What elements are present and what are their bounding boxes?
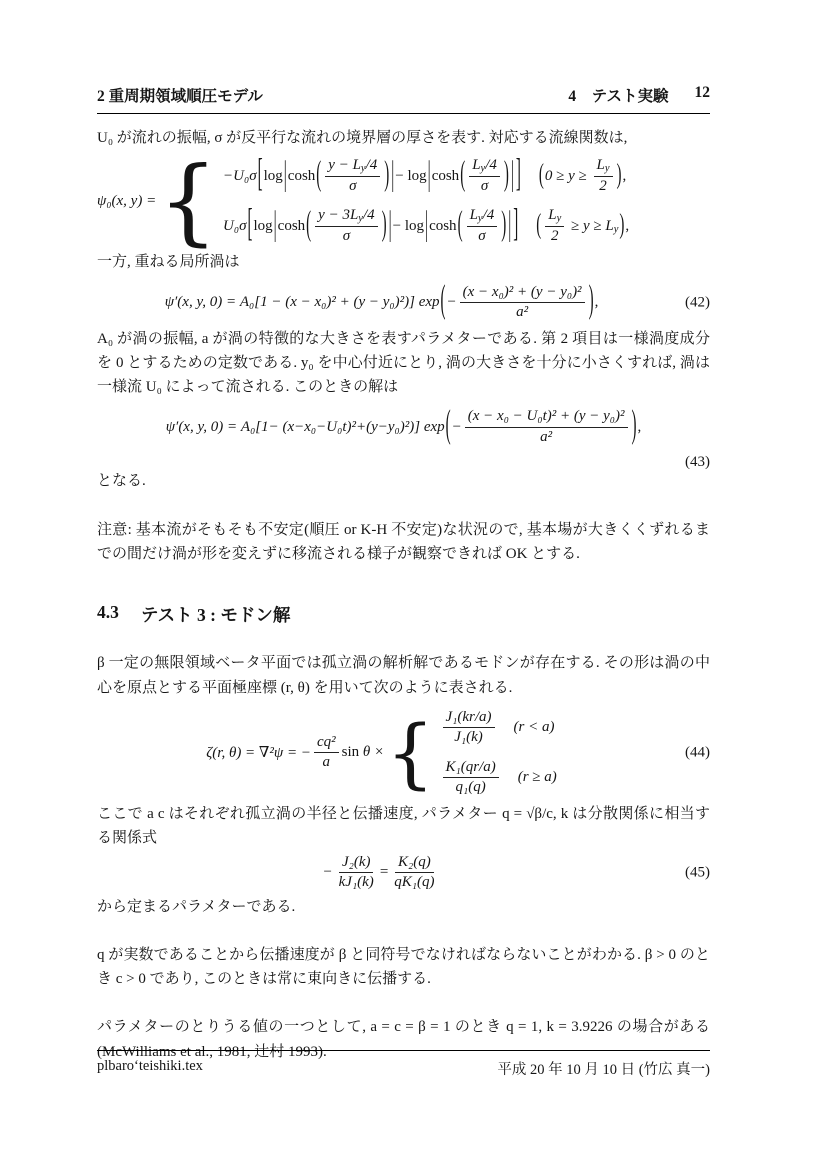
math-term: L xyxy=(469,207,478,224)
section-heading xyxy=(97,602,710,627)
fraction-numerator xyxy=(594,156,613,177)
running-header xyxy=(97,84,710,114)
left-paren: ( xyxy=(536,210,542,241)
minus-sign: − xyxy=(322,864,333,881)
L-sub-y xyxy=(597,156,610,176)
L-sub-y xyxy=(470,206,483,226)
paragraph-vortex-params: A₀ が渦の振幅, a が渦の特徴的な大きさを表すパラメターである. 第 2 項目は一様渦度成分を 0 とするための定数である. y₀ を中心付近にとり, 渦の大きさを十分に小さくすれば, 渦は一様流 U₀ によって流される. このときの解は xyxy=(97,330,710,396)
fraction-denominator: q₁(q) xyxy=(455,779,486,796)
fraction-numerator: K₂(q) xyxy=(395,853,434,874)
cosh-function: cosh xyxy=(431,167,460,184)
abs-bar: | xyxy=(427,156,431,194)
abs-bar: | xyxy=(391,156,395,194)
equals-sign: = xyxy=(379,864,389,881)
right-paren: ) xyxy=(616,160,622,191)
paragraph-reference: パラメターのとりうる値の一つとして, a = c = β = 1 のとき q = 1, k = 3.9226 の場合がある (McWilliams et al., 1981, 辻村 1993). xyxy=(97,1019,710,1060)
abs-bar: | xyxy=(508,206,512,244)
fraction-numerator xyxy=(315,206,377,227)
right-paren: ) xyxy=(619,210,625,241)
comma: , xyxy=(637,418,642,435)
sin-function: sin xyxy=(341,744,360,761)
fraction xyxy=(594,156,613,196)
header-left-title: 2 重周期領域順圧モデル xyxy=(97,88,263,105)
cases-brace: { xyxy=(158,146,219,256)
subscript: y xyxy=(480,163,486,175)
abs-bar: | xyxy=(425,206,429,244)
fraction-numerator: (x − x₀ − U₀t)² + (y − y₀)² xyxy=(465,407,628,428)
math-term: L xyxy=(596,157,605,174)
equation-42 xyxy=(97,280,710,323)
log-function: log xyxy=(253,217,273,234)
psi0-case-1 xyxy=(223,156,629,196)
footer-date-author: 平成 20 年 10 月 10 日 (竹広 真一) xyxy=(497,1062,710,1078)
right-paren: ) xyxy=(501,206,507,244)
right-bracket: ] xyxy=(515,154,521,196)
fraction-numerator xyxy=(545,206,564,227)
left-paren: ( xyxy=(457,206,463,244)
math-term: ≥ y ≥ xyxy=(567,217,606,234)
condition: (r < a) xyxy=(513,719,555,736)
fraction xyxy=(391,853,437,893)
condition xyxy=(535,206,629,246)
cases-brace: { xyxy=(386,707,435,797)
L-sub-y xyxy=(548,206,561,226)
fraction-denominator: qK₁(q) xyxy=(394,874,435,891)
abs-bar: | xyxy=(510,156,514,194)
left-paren: ( xyxy=(316,156,322,194)
section-title: テスト 3 : モドン解 xyxy=(140,605,291,626)
right-bracket: ] xyxy=(513,204,519,246)
math-term: y − 3 xyxy=(318,207,350,224)
cosh-function: cosh xyxy=(277,217,306,234)
subscript: y xyxy=(613,223,619,235)
math-term: L xyxy=(352,157,361,174)
fraction xyxy=(460,283,585,323)
eq44-cases xyxy=(440,708,557,798)
minus-log: − log xyxy=(395,167,427,184)
fraction-numerator: cq² xyxy=(314,733,339,754)
fraction-denominator: a xyxy=(322,754,331,771)
header-right-title: 4 テスト実験 xyxy=(568,88,669,105)
fraction xyxy=(545,206,564,246)
fraction-denominator: 2 xyxy=(599,177,607,194)
fraction xyxy=(443,758,499,798)
left-paren: ( xyxy=(440,280,446,323)
math-term: L xyxy=(472,157,481,174)
math-term: L xyxy=(548,207,557,224)
left-paren: ( xyxy=(460,156,466,194)
fraction-denominator: σ xyxy=(349,177,357,194)
eq44-case-1 xyxy=(440,708,557,748)
fraction xyxy=(336,853,377,893)
comma: , xyxy=(625,217,630,234)
fraction-numerator: (x − x₀)² + (y − y₀)² xyxy=(460,283,585,304)
paragraph-propagation: q が実数であることから伝播速度が β と同符号でなければならないことがわかる. β > 0 のとき c > 0 であり, このときは常に東向きに伝播する. xyxy=(97,946,710,988)
L-sub-y xyxy=(353,156,366,176)
L-sub-y xyxy=(350,206,363,226)
left-bracket: [ xyxy=(257,154,263,196)
paragraph-tonaru: となる. xyxy=(97,473,146,490)
L-sub-y xyxy=(605,218,618,235)
paragraph-intro: U₀ が流れの振幅, σ が反平行な流れの境界層の厚さを表す. 対応する流線関数は, xyxy=(97,130,628,146)
math-term: /4 xyxy=(485,157,497,174)
psi0-cases xyxy=(223,156,629,246)
equation-45 xyxy=(97,853,710,893)
fraction-numerator xyxy=(325,156,380,177)
right-paren: ) xyxy=(588,280,594,323)
fraction xyxy=(443,708,495,748)
math-term: /4 xyxy=(482,207,495,224)
fraction xyxy=(469,156,500,196)
paragraph-dispersion: ここで a c はそれぞれ孤立渦の半径と伝播速度, パラメター q = √β/c, k は分散関係に相当する関係式 xyxy=(97,805,710,847)
equation-tag: (44) xyxy=(685,744,710,761)
equation-tag: (43) xyxy=(685,454,710,471)
left-paren: ( xyxy=(445,405,451,447)
fraction-denominator: 2 xyxy=(551,227,559,244)
math-term: −U₀σ xyxy=(223,167,257,184)
abs-bar: | xyxy=(388,206,392,244)
fraction xyxy=(467,206,498,246)
equation-psi0 xyxy=(97,146,710,256)
math-term: /4 xyxy=(365,157,378,174)
subscript: y xyxy=(477,213,483,225)
eq42-body xyxy=(164,280,599,323)
right-paren: ) xyxy=(503,156,509,194)
fraction-denominator: J₁(k) xyxy=(454,729,483,746)
math-term: ψ′(x, y, 0) = A₀[1− (x−x₀−U₀t)²+(y−y₀)²)] exp xyxy=(165,418,445,435)
right-paren: ) xyxy=(381,206,387,244)
section-number: 4.3 xyxy=(97,602,119,623)
paragraph-note: 注意: 基本流がそもそも不安定(順圧 or K-H 不安定)な状況ので, 基本場が大きくくずれるまでの間だけ渦が形を変えずに移流される様子が観察できれば OK とする. xyxy=(97,521,710,563)
left-bracket: [ xyxy=(247,204,253,246)
math-term: U₀σ xyxy=(223,217,247,234)
minus-sign: − xyxy=(446,294,457,311)
minus-log: − log xyxy=(392,217,425,234)
math-term: y − xyxy=(328,157,353,174)
paragraph-param-closing: から定まるパラメターである. xyxy=(97,898,296,915)
equation-44 xyxy=(97,708,710,798)
fraction-denominator: a² xyxy=(540,428,553,445)
comma: , xyxy=(622,167,627,184)
fraction-numerator xyxy=(469,156,500,177)
right-paren: ) xyxy=(384,156,390,194)
footer-filename: plbaro‘teishiki.tex xyxy=(97,1058,203,1074)
equation-tag: (42) xyxy=(685,294,710,311)
minus-sign: − xyxy=(451,418,462,435)
abs-bar: | xyxy=(283,156,287,194)
eq44-case-2 xyxy=(440,758,557,798)
fraction-numerator: J₂(k) xyxy=(339,853,374,874)
cosh-function: cosh xyxy=(287,167,316,184)
paragraph-local-vortex: 一方, 重ねる局所渦は xyxy=(97,254,240,271)
psi0-case-2 xyxy=(223,206,629,246)
math-term: θ × xyxy=(359,744,385,761)
header-right-group xyxy=(568,84,710,106)
left-paren: ( xyxy=(306,206,312,244)
eq45-body xyxy=(323,853,441,893)
subscript: y xyxy=(556,213,562,225)
abs-bar: | xyxy=(273,206,277,244)
eq44-body xyxy=(206,708,557,798)
equation-tag: (45) xyxy=(685,864,710,881)
fraction-denominator: σ xyxy=(342,227,351,244)
fraction xyxy=(315,206,377,246)
page-footer xyxy=(97,1050,710,1079)
paragraph-modon-intro: β 一定の無限領域ベータ平面では孤立渦の解析解であるモドンが存在する. その形は渦の中心を原点とする平面極座標 (r, θ) を用いて次のように表される. xyxy=(97,655,710,696)
fraction-numerator: K₁(qr/a) xyxy=(443,758,499,779)
math-term: 0 ≥ y ≥ xyxy=(544,167,591,184)
subscript: y xyxy=(358,213,363,225)
condition: (r ≥ a) xyxy=(517,769,557,786)
subscript: y xyxy=(604,163,610,175)
left-paren: ( xyxy=(538,160,544,191)
fraction-denominator: a² xyxy=(516,304,529,321)
fraction xyxy=(314,733,339,773)
math-term: L xyxy=(605,217,614,234)
fraction-denominator: σ xyxy=(478,227,486,244)
psi0-lhs: ψ₀(x, y) = xyxy=(97,192,157,209)
math-term: ζ(r, θ) = ∇²ψ = − xyxy=(206,745,311,762)
cosh-function: cosh xyxy=(429,217,457,234)
math-term: L xyxy=(349,207,359,224)
log-function: log xyxy=(263,167,283,184)
fraction-denominator: σ xyxy=(480,177,489,194)
fraction xyxy=(465,407,628,447)
fraction-numerator: J₁(kr/a) xyxy=(443,708,495,729)
eq43-body xyxy=(166,407,642,447)
page-number: 12 xyxy=(694,84,710,101)
math-term: /4 xyxy=(362,207,375,224)
fraction xyxy=(325,156,380,196)
fraction-denominator: kJ₁(k) xyxy=(338,874,374,891)
equation-43 xyxy=(97,407,710,469)
comma: , xyxy=(594,294,599,311)
fraction-numerator xyxy=(467,206,498,227)
right-paren: ) xyxy=(631,405,637,447)
L-sub-y xyxy=(472,156,485,176)
condition xyxy=(538,156,626,196)
subscript: y xyxy=(360,163,366,175)
math-term: ψ′(x, y, 0) = A₀[1 − (x − x₀)² + (y − y₀)²)] exp xyxy=(164,294,440,311)
